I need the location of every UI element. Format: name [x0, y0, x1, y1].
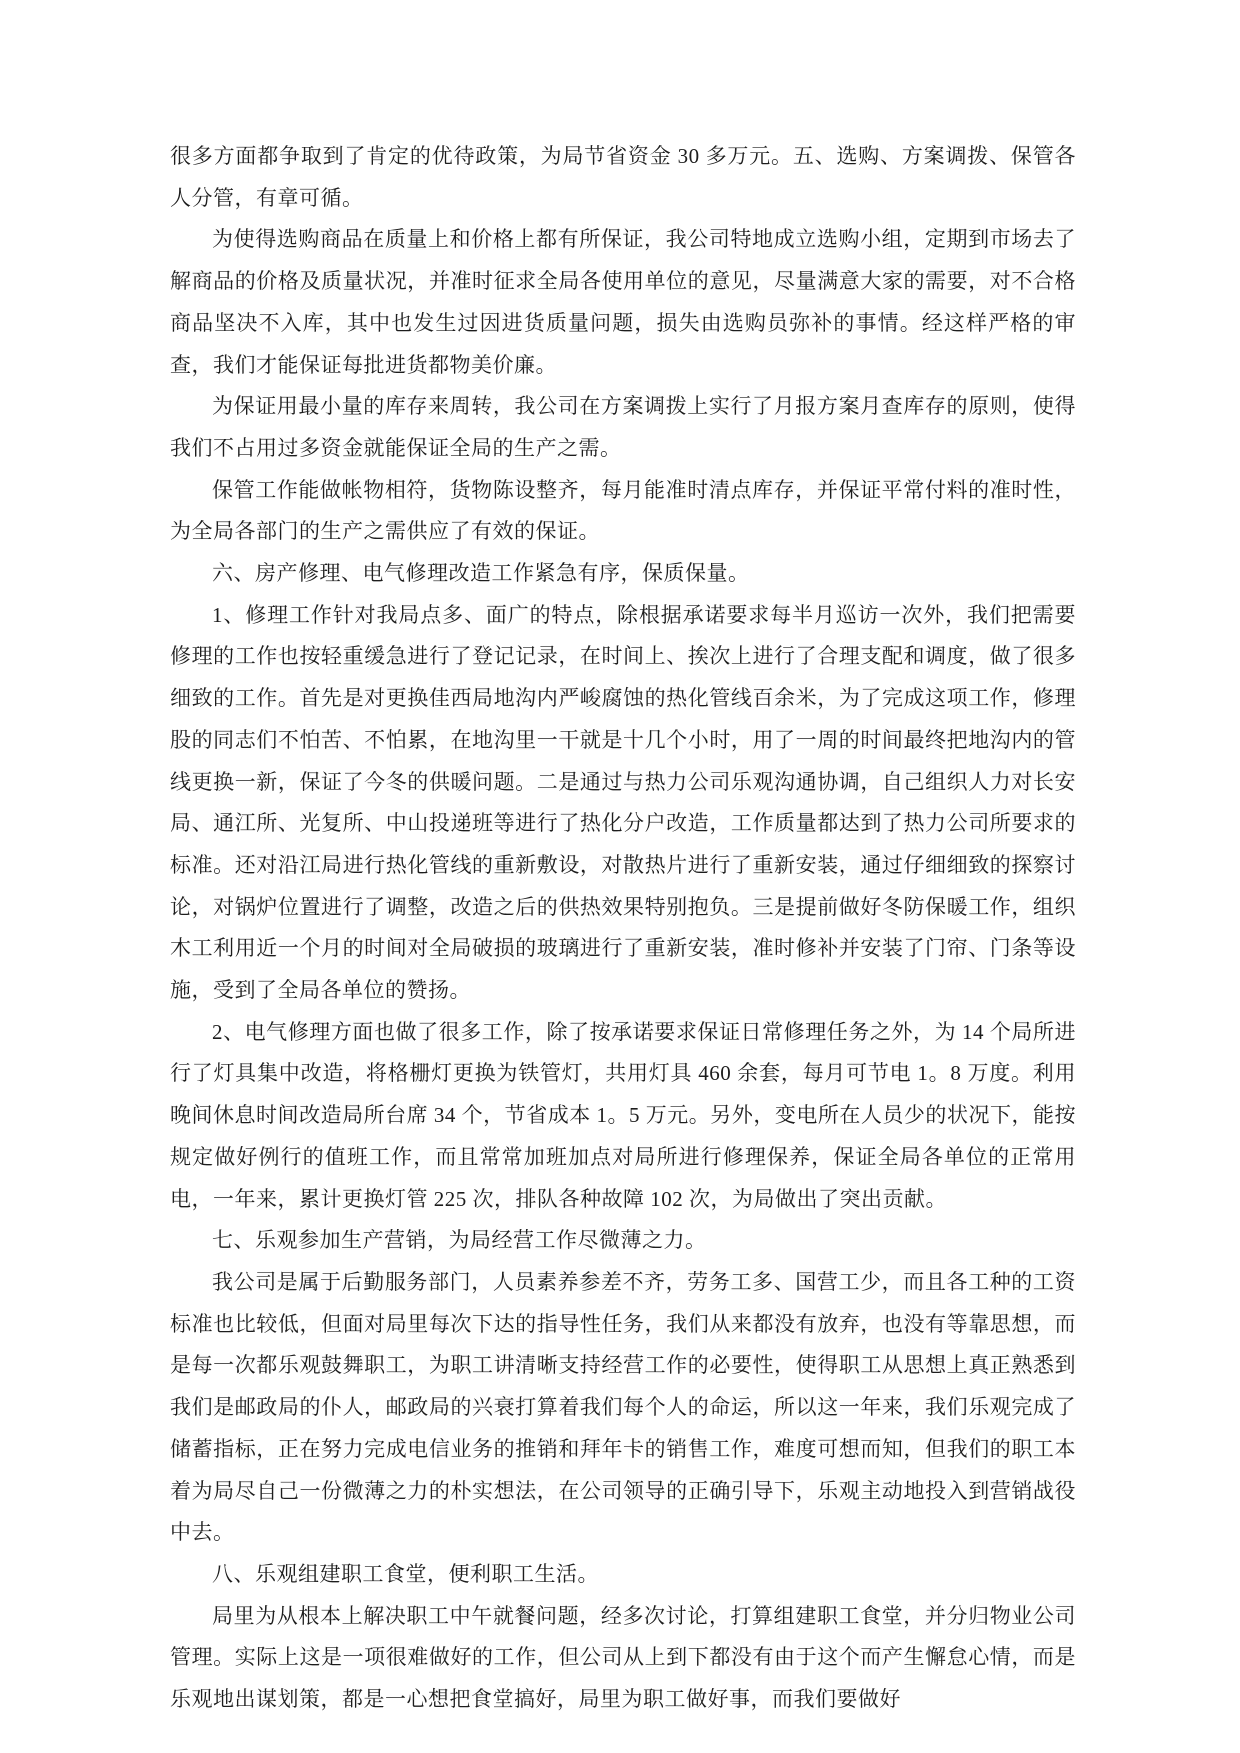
section-heading: 六、房产修理、电气修理改造工作紧急有序，保质保量。: [212, 561, 750, 586]
paragraph: 1、修理工作针对我局点多、面广的特点，除根据承诺要求每半月巡访一次外，我们把需要修理的工作也按轻重缓急进行了登记记录，在时间上、挨次上进行了合理支配和调度，做了很多细致的工作。首先是对更换佳西局地沟内严峻腐蚀的热化管线百余米，为了完成这项工作，修理股的同志们不怕苦、不怕累，在地沟里一干就是十几个小时，用了一周的时间最终把地沟内的管线更换一新，保证了今冬的供暖问题。二是通过与热力公司乐观沟通协调，自己组织人力对长安局、通江所、光复所、中山投递班等进行了热化分户改造，工作质量都达到了热力公司所要求的标准。还对沿江局进行热化管线的重新敷设，对散热片进行了重新安装，通过仔细细致的探察讨论，对锅炉位置进行了调整，改造之后的供热效果特别抱负。三是提前做好冬防保暖工作，组织木工利用近一个月的时间对全局破损的玻璃进行了重新安装，准时修补并安装了门帘、门条等设施，受到了全局各单位的赞扬。: [170, 602, 1076, 1003]
paragraph: 为使得选购商品在质量上和价格上都有所保证，我公司特地成立选购小组，定期到市场去了解商品的价格及质量状况，并准时征求全局各使用单位的意见，尽量满意大家的需要，对不合格商品坚决不入库，其中也发生过因进货质量问题，损失由选购员弥补的事情。经这样严格的审查，我们才能保证每批进货都物美价廉。: [170, 227, 1076, 377]
section-heading: 七、乐观参加生产营销，为局经营工作尽微薄之力。: [212, 1228, 707, 1253]
paragraph: 我公司是属于后勤服务部门，人员素养参差不齐，劳务工多、国营工少，而且各工种的工资标准也比较低，但面对局里每次下达的指导性任务，我们从来都没有放弃，也没有等靠思想，而是每一次都乐观鼓舞职工，为职工讲清晰支持经营工作的必要性，使得职工从思想上真正熟悉到我们是邮政局的仆人，邮政局的兴衰打算着我们每个人的命运，所以这一年来，我们乐观完成了储蓄指标，正在努力完成电信业务的推销和拜年卡的销售工作，难度可想而知，但我们的职工本着为局尽自己一份微薄之力的朴实想法，在公司领导的正确引导下，乐观主动地投入到营销战役中去。: [170, 1269, 1076, 1545]
paragraph: 2、电气修理方面也做了很多工作，除了按承诺要求保证日常修理任务之外，为 14 个局所进行了灯具集中改造，将格栅灯更换为铁管灯，共用灯具 460 余套，每月可节电 1。8 万度。利用晚间休息时间改造局所台席 34 个，节省成本 1。5 万元。另外，变电所在人员少的状况下，能按规定做好例行的值班工作，而且常常加班加点对局所进行修理保养，保证全局各单位的正常用电，一年来，累计更换灯管 225 次，排队各种故障 102 次，为局做出了突出贡献。: [170, 1019, 1076, 1211]
paragraph: 局里为从根本上解决职工中午就餐问题，经多次讨论，打算组建职工食堂，并分归物业公司管理。实际上这是一项很难做好的工作，但公司从上到下都没有由于这个而产生懈怠心情，而是乐观地出谋划策，都是一心想把食堂搞好，局里为职工做好事，而我们要做好: [170, 1603, 1076, 1712]
paragraph: 为保证用最小量的库存来周转，我公司在方案调拨上实行了月报方案月查库存的原则，使得我们不占用过多资金就能保证全局的生产之需。: [170, 394, 1076, 460]
document-body: [170, 136, 1076, 1721]
paragraph: 很多方面都争取到了肯定的优待政策，为局节省资金 30 多万元。五、选购、方案调拨、保管各人分管，有章可循。: [170, 144, 1076, 210]
paragraph: 保管工作能做帐物相符，货物陈设整齐，每月能准时清点库存，并保证平常付料的准时性，为全局各部门的生产之需供应了有效的保证。: [170, 477, 1076, 544]
section-heading: 八、乐观组建职工食堂，便利职工生活。: [212, 1561, 599, 1586]
